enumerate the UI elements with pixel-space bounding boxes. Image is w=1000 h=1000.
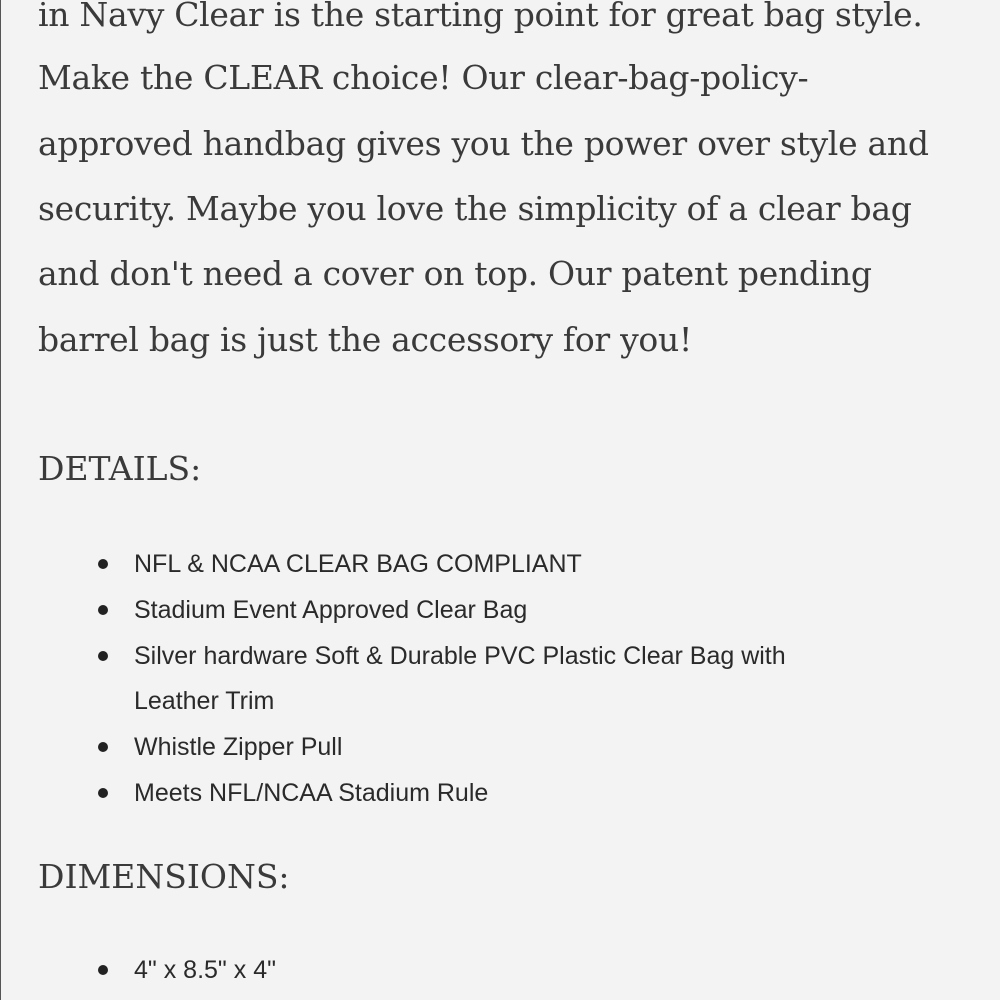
- description-line: barrel bag is just the accessory for you!: [38, 320, 692, 359]
- description-line: in Navy Clear is the starting point for great bag style.: [38, 0, 923, 34]
- description-line: and don't need a cover on top. Our patent pending: [38, 254, 872, 293]
- bullet-icon: [98, 965, 108, 975]
- details-item-silver-hardware-continued: Leather Trim: [134, 687, 275, 715]
- description-line: approved handbag gives you the power over style and: [38, 124, 929, 163]
- left-border-line: [0, 0, 1, 1000]
- bullet-icon: [98, 559, 108, 569]
- description-line: Make the CLEAR choice! Our clear-bag-policy-: [38, 58, 809, 97]
- bullet-icon: [98, 742, 108, 752]
- bullet-icon: [98, 651, 108, 661]
- details-item-stadium-rule: Meets NFL/NCAA Stadium Rule: [134, 779, 489, 807]
- details-item-stadium-approved: Stadium Event Approved Clear Bag: [134, 596, 528, 624]
- dimensions-heading: DIMENSIONS:: [38, 857, 290, 896]
- bullet-icon: [98, 788, 108, 798]
- dimensions-item: 4" x 8.5" x 4": [134, 956, 276, 984]
- details-item-nfl-ncaa-compliant: NFL & NCAA CLEAR BAG COMPLIANT: [134, 550, 582, 578]
- details-heading: DETAILS:: [38, 449, 202, 488]
- description-line: security. Maybe you love the simplicity of a clear bag: [38, 189, 912, 228]
- details-item-silver-hardware: Silver hardware Soft & Durable PVC Plastic Clear Bag with: [134, 642, 786, 670]
- details-item-whistle-zipper: Whistle Zipper Pull: [134, 733, 343, 761]
- bullet-icon: [98, 605, 108, 615]
